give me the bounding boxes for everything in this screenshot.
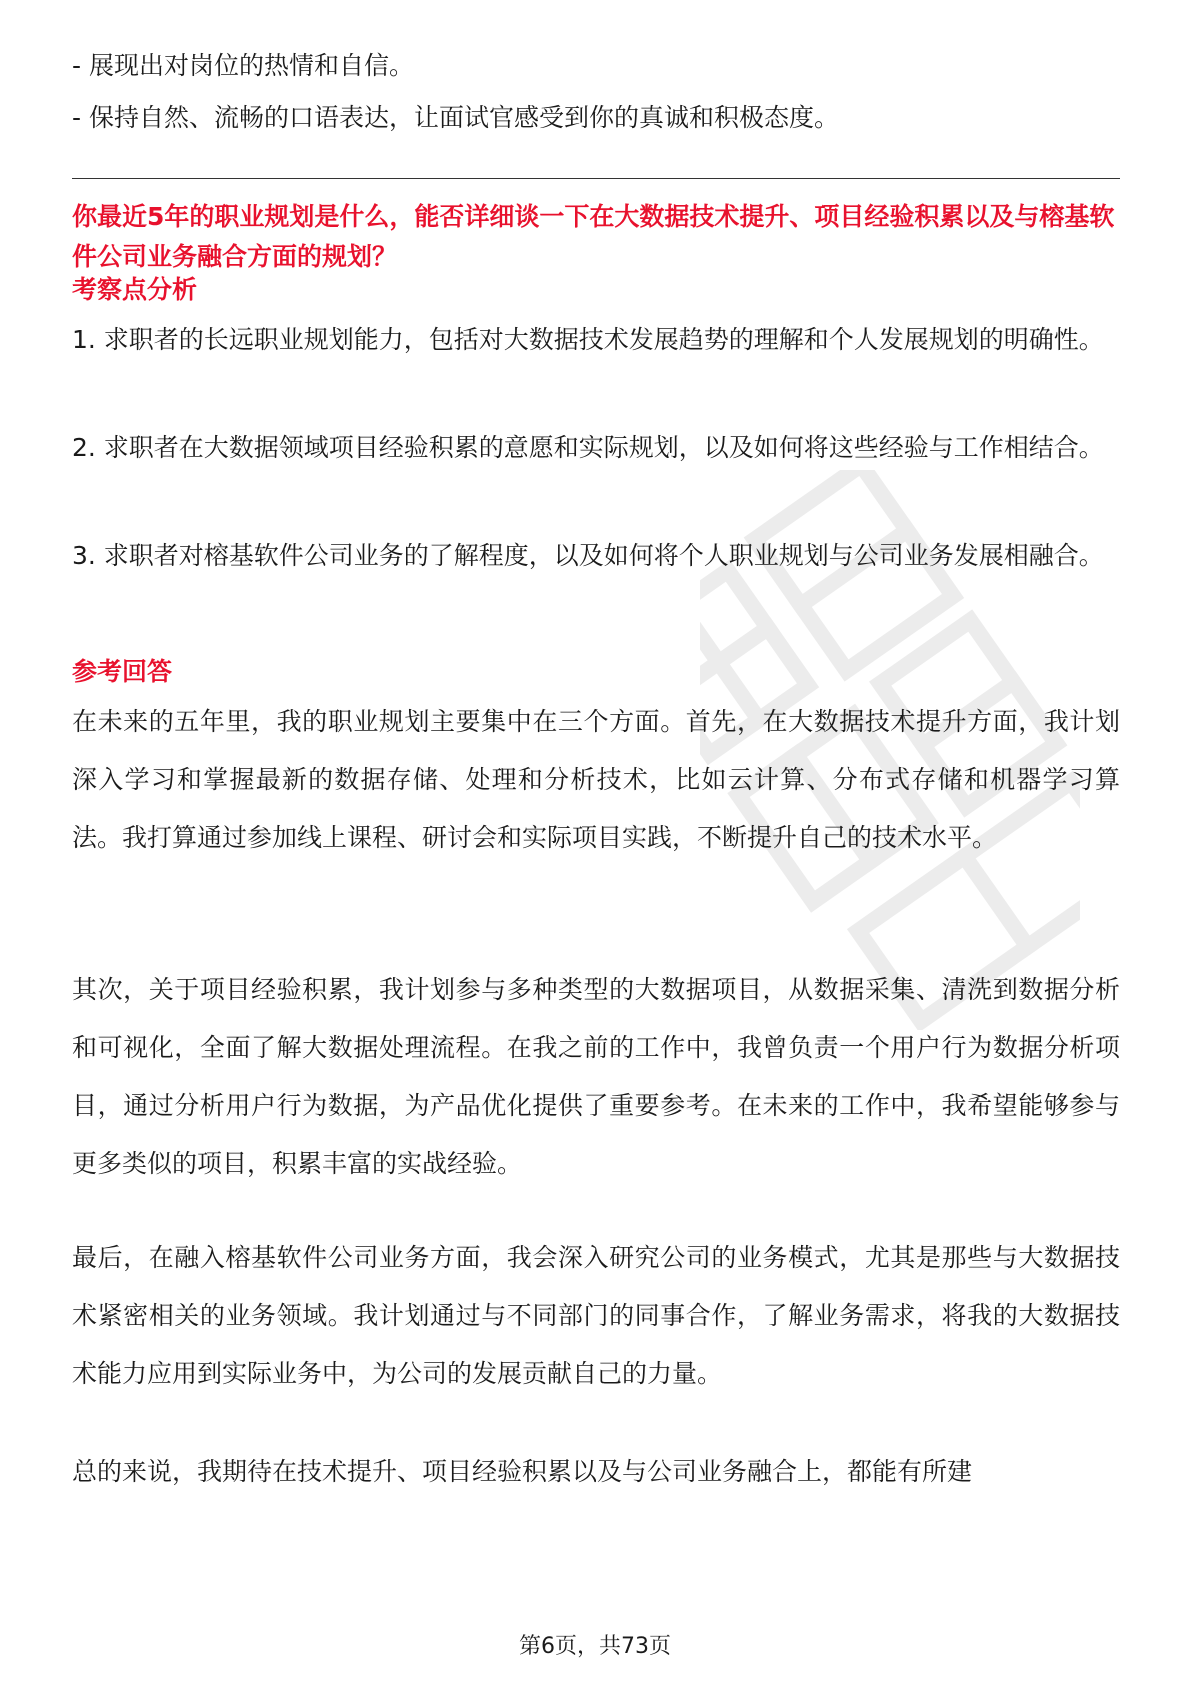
analysis-heading: 考察点分析 xyxy=(72,275,198,304)
page-number: 第6页，共73页 xyxy=(519,1634,671,1659)
answer-paragraph-2: 其次，关于项目经验积累，我计划参与多种类型的大数据项目，从数据采集、清洗到数据分析和可视化，全面了解大数据处理流程。在我之前的工作中，我曾负责一个用户行为数据分析项目，通过分析用户行为数据，为产品优化提供了重要参考。在未来的工作中，我希望能够参与更多类似的项目，积累丰富的实战经验。 xyxy=(72,975,1120,1178)
section-divider xyxy=(72,178,1120,179)
answer-paragraph-3: 最后，在融入榕基软件公司业务方面，我会深入研究公司的业务模式，尤其是那些与大数据技术紧密相关的业务领域。我计划通过与不同部门的同事合作，了解业务需求，将我的大数据技术能力应用到实际业务中，为公司的发展贡献自己的力量。 xyxy=(72,1243,1120,1388)
bullet-enthusiasm: - 展现出对岗位的热情和自信。 xyxy=(72,51,414,80)
analysis-point-3: 3. 求职者对榕基软件公司业务的了解程度，以及如何将个人职业规划与公司业务发展相融合。 xyxy=(72,541,1104,570)
answer-paragraph-1: 在未来的五年里，我的职业规划主要集中在三个方面。首先，在大数据技术提升方面，我计划深入学习和掌握最新的数据存储、处理和分析技术，比如云计算、分布式存储和机器学习算法。我打算通过参加线上课程、研讨会和实际项目实践，不断提升自己的技术水平。 xyxy=(72,707,1120,852)
question-heading: 你最近5年的职业规划是什么，能否详细谈一下在大数据技术提升、项目经验积累以及与榕基软件公司业务融合方面的规划？ xyxy=(72,202,1115,271)
analysis-point-1: 1. 求职者的长远职业规划能力，包括对大数据技术发展趋势的理解和个人发展规划的明确性。 xyxy=(72,325,1104,354)
bullet-natural-expression: - 保持自然、流畅的口语表达，让面试官感受到你的真诚和积极态度。 xyxy=(72,103,839,132)
answer-heading: 参考回答 xyxy=(72,657,173,686)
answer-paragraph-4: 总的来说，我期待在技术提升、项目经验积累以及与公司业务融合上，都能有所建 xyxy=(72,1457,973,1486)
analysis-point-2: 2. 求职者在大数据领域项目经验积累的意愿和实际规划，以及如何将这些经验与工作相结合。 xyxy=(72,433,1104,462)
